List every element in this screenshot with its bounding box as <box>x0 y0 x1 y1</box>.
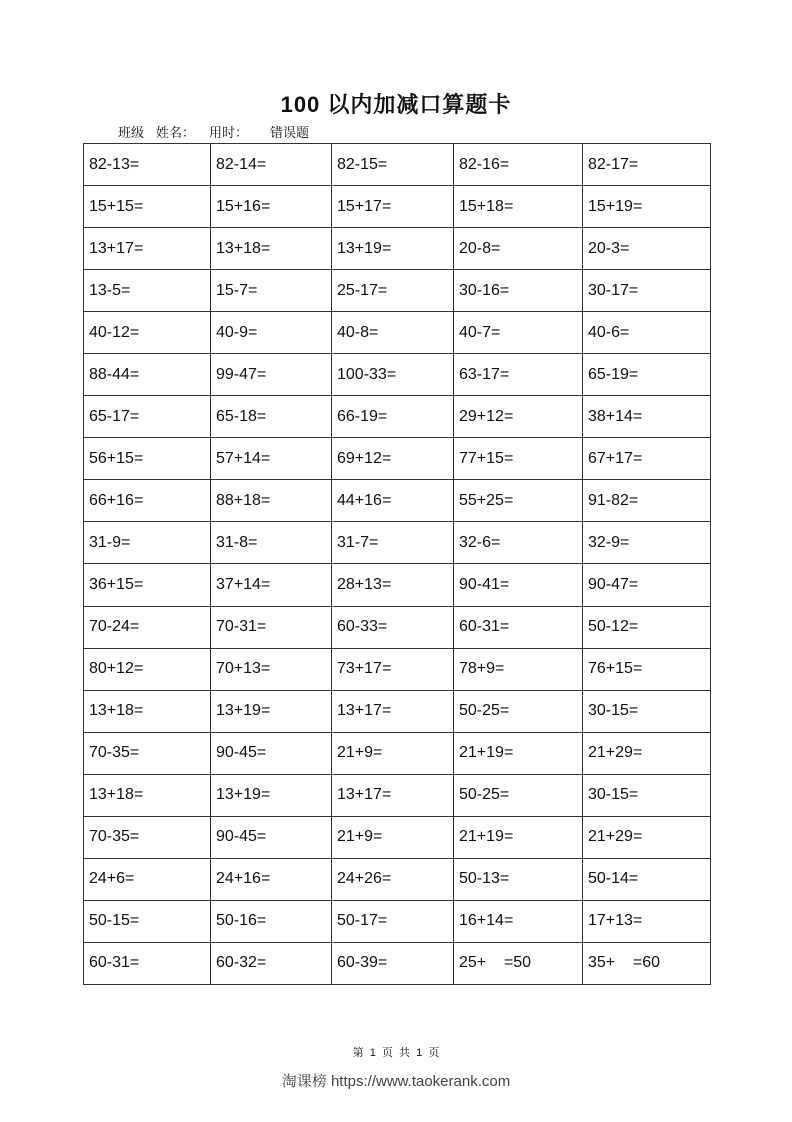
problem-cell: 60-32= <box>211 942 332 984</box>
problem-cell: 15-7= <box>211 270 332 312</box>
problem-cell: 70-35= <box>84 732 211 774</box>
problem-cell: 13-5= <box>84 270 211 312</box>
problem-cell: 24+16= <box>211 858 332 900</box>
problem-cell: 40-8= <box>332 312 454 354</box>
page-number: 第 1 页 共 1 页 <box>352 1047 440 1059</box>
problem-cell: 50-14= <box>583 858 711 900</box>
table-row <box>84 144 711 186</box>
problem-cell: 70-35= <box>84 816 211 858</box>
problem-cell: 16+14= <box>454 900 583 942</box>
problem-cell: 13+18= <box>84 774 211 816</box>
problem-cell: 50-16= <box>211 900 332 942</box>
problem-cell: 25-17= <box>332 270 454 312</box>
problem-cell: 50-12= <box>583 606 711 648</box>
problem-cell: 67+17= <box>583 438 711 480</box>
problem-cell: 31-7= <box>332 522 454 564</box>
table-row <box>84 270 711 312</box>
problem-cell: 21+29= <box>583 732 711 774</box>
problem-cell: 44+16= <box>332 480 454 522</box>
problem-cell: 60-31= <box>84 942 211 984</box>
problem-cell: 29+12= <box>454 396 583 438</box>
problem-cell: 15+18= <box>454 186 583 228</box>
table-row <box>84 228 711 270</box>
problem-cell: 13+19= <box>332 228 454 270</box>
problem-cell: 70-24= <box>84 606 211 648</box>
problem-cell: 24+6= <box>84 858 211 900</box>
problem-cell: 69+12= <box>332 438 454 480</box>
problem-cell: 90-41= <box>454 564 583 606</box>
name-label: 姓名： <box>156 125 196 140</box>
table-row <box>84 774 711 816</box>
problem-cell: 88-44= <box>84 354 211 396</box>
problem-cell: 65-18= <box>211 396 332 438</box>
problem-cell: 13+17= <box>332 774 454 816</box>
problem-cell: 65-17= <box>84 396 211 438</box>
problem-cell: 60-39= <box>332 942 454 984</box>
table-row <box>84 858 711 900</box>
table-row <box>84 690 711 732</box>
problem-cell: 50-25= <box>454 774 583 816</box>
problem-cell: 21+19= <box>454 816 583 858</box>
problem-cell: 25+ =50 <box>454 942 583 984</box>
table-row <box>84 606 711 648</box>
problem-cell: 70+13= <box>211 648 332 690</box>
problem-cell: 15+15= <box>84 186 211 228</box>
problem-cell: 30-17= <box>583 270 711 312</box>
problem-cell: 35+ =60 <box>583 942 711 984</box>
problem-cell: 90-47= <box>583 564 711 606</box>
problem-cell: 82-17= <box>583 144 711 186</box>
class-label: 班级 <box>118 125 145 140</box>
problem-cell: 32-6= <box>454 522 583 564</box>
problem-cell: 40-6= <box>583 312 711 354</box>
problem-cell: 78+9= <box>454 648 583 690</box>
problem-cell: 28+13= <box>332 564 454 606</box>
problem-cell: 36+15= <box>84 564 211 606</box>
problem-cell: 15+16= <box>211 186 332 228</box>
page-title: 100 以内加减口算题卡 <box>280 92 512 117</box>
problem-cell: 30-15= <box>583 690 711 732</box>
problem-cell: 50-25= <box>454 690 583 732</box>
problem-cell: 15+17= <box>332 186 454 228</box>
footer-watermark: 淘课榜 https://www.taokerank.com <box>281 1073 511 1090</box>
problem-cell: 82-15= <box>332 144 454 186</box>
time-label: 用时： <box>209 125 249 140</box>
problem-cell: 17+13= <box>583 900 711 942</box>
problem-cell: 80+12= <box>84 648 211 690</box>
table-row <box>84 312 711 354</box>
problem-cell: 55+25= <box>454 480 583 522</box>
problem-cell: 90-45= <box>211 732 332 774</box>
problem-cell: 13+17= <box>332 690 454 732</box>
problem-cell: 56+15= <box>84 438 211 480</box>
problem-cell: 66+16= <box>84 480 211 522</box>
table-row <box>84 522 711 564</box>
problem-cell: 76+15= <box>583 648 711 690</box>
problem-cell: 32-9= <box>583 522 711 564</box>
problem-cell: 60-31= <box>454 606 583 648</box>
student-info-line <box>118 122 309 141</box>
problem-cell: 63-17= <box>454 354 583 396</box>
table-row <box>84 942 711 984</box>
problem-cell: 70-31= <box>211 606 332 648</box>
problem-grid <box>83 143 711 985</box>
problem-cell: 20-3= <box>583 228 711 270</box>
table-row <box>84 438 711 480</box>
problem-cell: 30-15= <box>583 774 711 816</box>
problem-cell: 30-16= <box>454 270 583 312</box>
problem-cell: 13+19= <box>211 690 332 732</box>
problem-cell: 57+14= <box>211 438 332 480</box>
problem-cell: 82-14= <box>211 144 332 186</box>
problem-cell: 13+18= <box>84 690 211 732</box>
problem-cell: 77+15= <box>454 438 583 480</box>
problem-cell: 65-19= <box>583 354 711 396</box>
table-row <box>84 816 711 858</box>
problem-cell: 40-12= <box>84 312 211 354</box>
table-row <box>84 480 711 522</box>
problem-cell: 31-9= <box>84 522 211 564</box>
problem-cell: 40-9= <box>211 312 332 354</box>
problem-cell: 31-8= <box>211 522 332 564</box>
error-label: 错误题 <box>270 125 310 140</box>
problem-cell: 15+19= <box>583 186 711 228</box>
problem-cell: 20-8= <box>454 228 583 270</box>
problem-cell: 91-82= <box>583 480 711 522</box>
problem-cell: 50-15= <box>84 900 211 942</box>
problem-cell: 82-16= <box>454 144 583 186</box>
problem-cell: 88+18= <box>211 480 332 522</box>
table-row <box>84 900 711 942</box>
problem-cell: 90-45= <box>211 816 332 858</box>
problem-cell: 13+18= <box>211 228 332 270</box>
table-row <box>84 354 711 396</box>
problem-cell: 13+19= <box>211 774 332 816</box>
problem-cell: 50-13= <box>454 858 583 900</box>
problem-cell: 37+14= <box>211 564 332 606</box>
problem-cell: 73+17= <box>332 648 454 690</box>
problem-cell: 24+26= <box>332 858 454 900</box>
problem-cell: 100-33= <box>332 354 454 396</box>
problem-cell: 21+9= <box>332 732 454 774</box>
table-row <box>84 186 711 228</box>
problem-cell: 21+29= <box>583 816 711 858</box>
table-row <box>84 564 711 606</box>
table-row <box>84 648 711 690</box>
problem-cell: 82-13= <box>84 144 211 186</box>
problem-cell: 13+17= <box>84 228 211 270</box>
problem-cell: 66-19= <box>332 396 454 438</box>
table-row <box>84 732 711 774</box>
problem-cell: 40-7= <box>454 312 583 354</box>
problem-cell: 21+19= <box>454 732 583 774</box>
table-row <box>84 396 711 438</box>
problem-cell: 38+14= <box>583 396 711 438</box>
problem-cell: 99-47= <box>211 354 332 396</box>
problem-cell: 50-17= <box>332 900 454 942</box>
problem-cell: 21+9= <box>332 816 454 858</box>
problem-cell: 60-33= <box>332 606 454 648</box>
